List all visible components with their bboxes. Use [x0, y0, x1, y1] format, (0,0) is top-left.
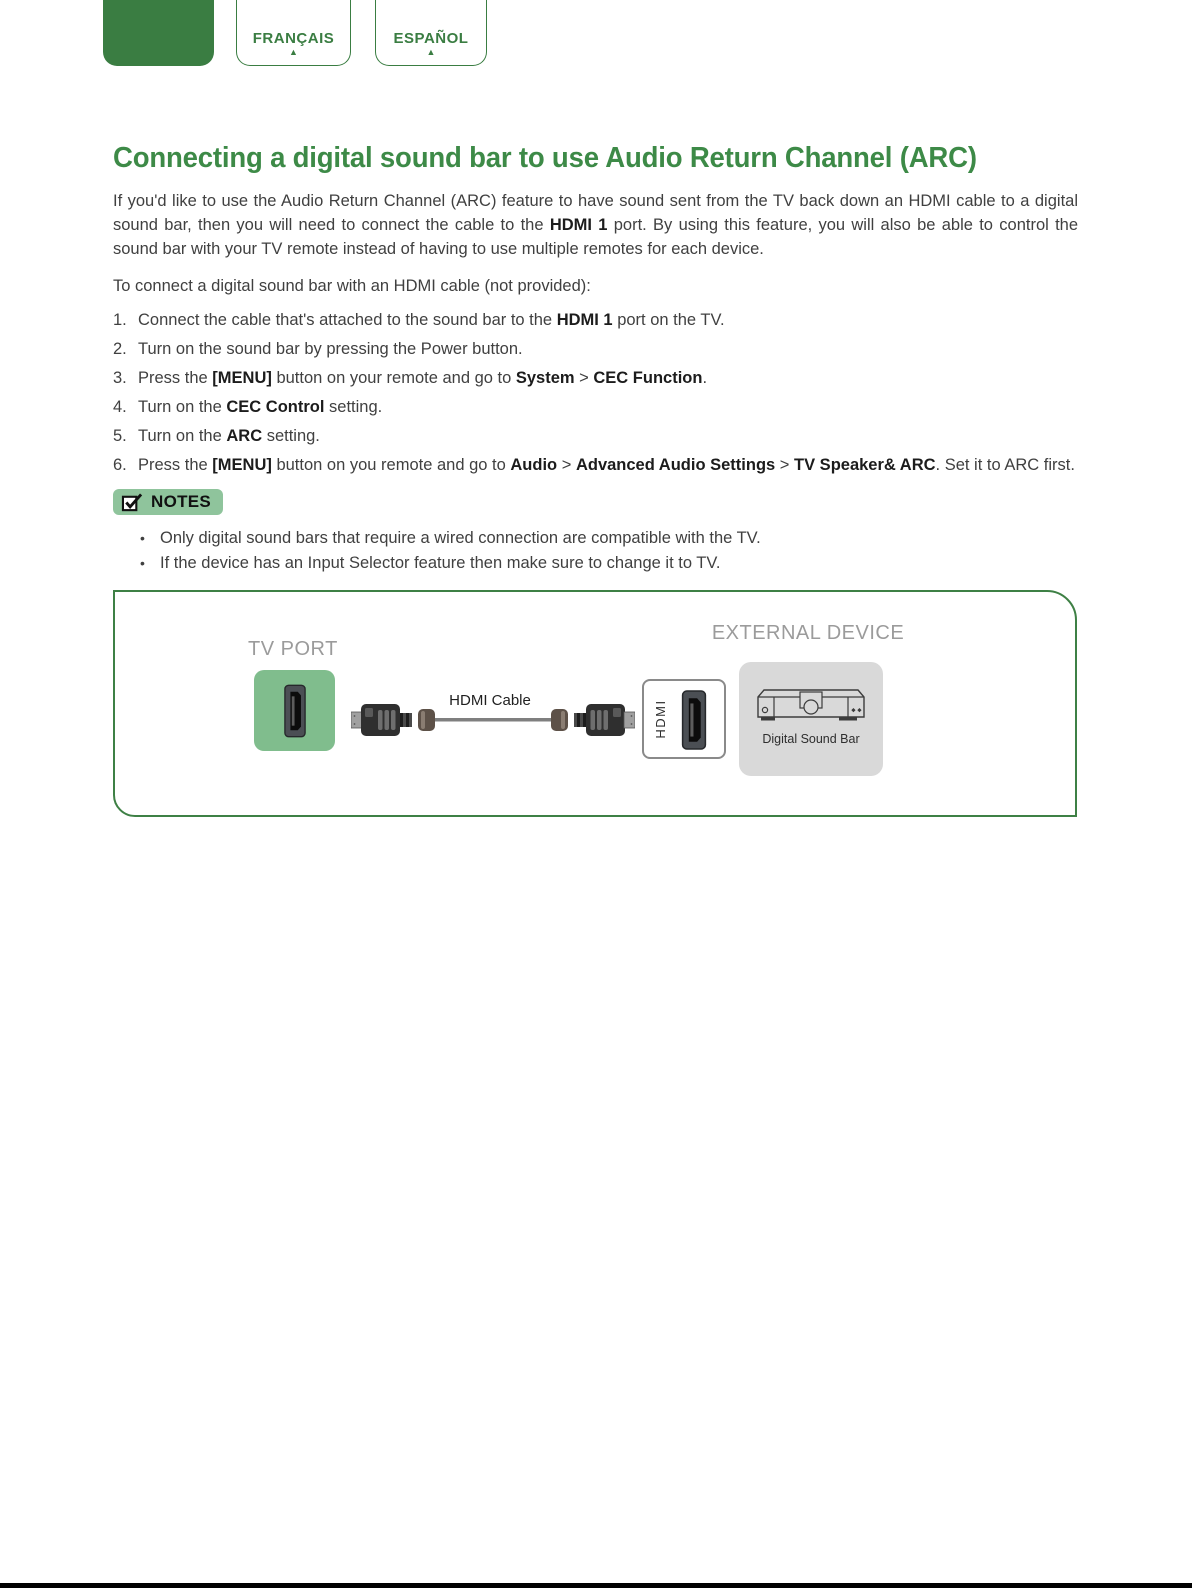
hdmi-input-label: HDMI: [653, 699, 668, 739]
step-number: 2.: [113, 340, 127, 358]
device-hdmi-input-box: [642, 679, 726, 759]
step-item: [113, 395, 1078, 419]
sound-bar-label: Digital Sound Bar: [762, 732, 860, 746]
step-number: 5.: [113, 427, 127, 445]
step-number: 4.: [113, 398, 127, 416]
external-device-label: EXTERNAL DEVICE: [711, 622, 905, 644]
step-text: Press the [MENU] button on you remote and go to Audio > Advanced Audio Settings > TV Speaker& ARC. Set it to ARC first.: [138, 456, 1075, 474]
notes-list: [113, 526, 1078, 576]
hdmi-cable-label: HDMI Cable: [449, 692, 531, 709]
bullet-icon: •: [140, 529, 145, 546]
step-text: Turn on the ARC setting.: [138, 427, 320, 445]
hdmi-port-icon: [284, 684, 306, 738]
step-text: Connect the cable that's attached to the sound bar to the HDMI 1 port on the TV.: [138, 311, 725, 329]
step-item: [113, 453, 1078, 477]
note-text: Only digital sound bars that require a wired connection are compatible with the TV.: [160, 528, 761, 547]
step-item: [113, 308, 1078, 332]
note-check-icon: [121, 492, 144, 513]
step-item: [113, 366, 1078, 390]
tab-espanol-label: ESPAÑOL: [393, 30, 469, 47]
step-number: 3.: [113, 369, 127, 387]
tab-francais-label: FRANÇAIS: [252, 30, 335, 47]
tv-port-label: TV PORT: [248, 638, 338, 660]
bullet-icon: •: [140, 554, 145, 571]
connection-diagram: [113, 590, 1077, 817]
step-item: [113, 424, 1078, 448]
notes-badge-label: NOTES: [151, 492, 212, 511]
note-item: [113, 526, 1078, 551]
note-item: [113, 551, 1078, 576]
external-device-box: [739, 662, 883, 776]
triangle-up-icon: ▲: [426, 47, 436, 57]
triangle-up-icon: ▲: [289, 47, 298, 57]
tv-hdmi-port-tile: [254, 670, 335, 751]
step-text: Turn on the CEC Control setting.: [138, 398, 383, 416]
page-content: [113, 0, 1078, 576]
sound-bar-icon: [755, 688, 867, 724]
hdmi-port-icon: [681, 690, 707, 750]
step-item: [113, 337, 1078, 361]
page-footer-bar: [0, 1583, 1192, 1588]
step-text: Press the [MENU] button on your remote and go to System > CEC Function.: [138, 369, 708, 387]
step-number: 1.: [113, 311, 127, 329]
note-text: If the device has an Input Selector feature then make sure to change it to TV.: [160, 553, 721, 572]
notes-badge: [113, 489, 223, 515]
step-number: 6.: [113, 456, 127, 474]
intro-paragraph: If you'd like to use the Audio Return Channel (ARC) feature to have sound sent from the TV back down an HDMI cable to a digital sound bar, then you will need to connect the cable to the HDMI 1 port. By using this feature, you will also be able to control the sound bar with your TV remote instead of having to use multiple remotes for each device.: [113, 192, 1079, 258]
steps-list: [113, 308, 1078, 477]
step-text: Turn on the sound bar by pressing the Power button.: [138, 340, 523, 358]
connect-instruction-line: To connect a digital sound bar with an HDMI cable (not provided):: [113, 277, 591, 295]
page-title: Connecting a digital sound bar to use Audio Return Channel (ARC): [113, 142, 977, 174]
